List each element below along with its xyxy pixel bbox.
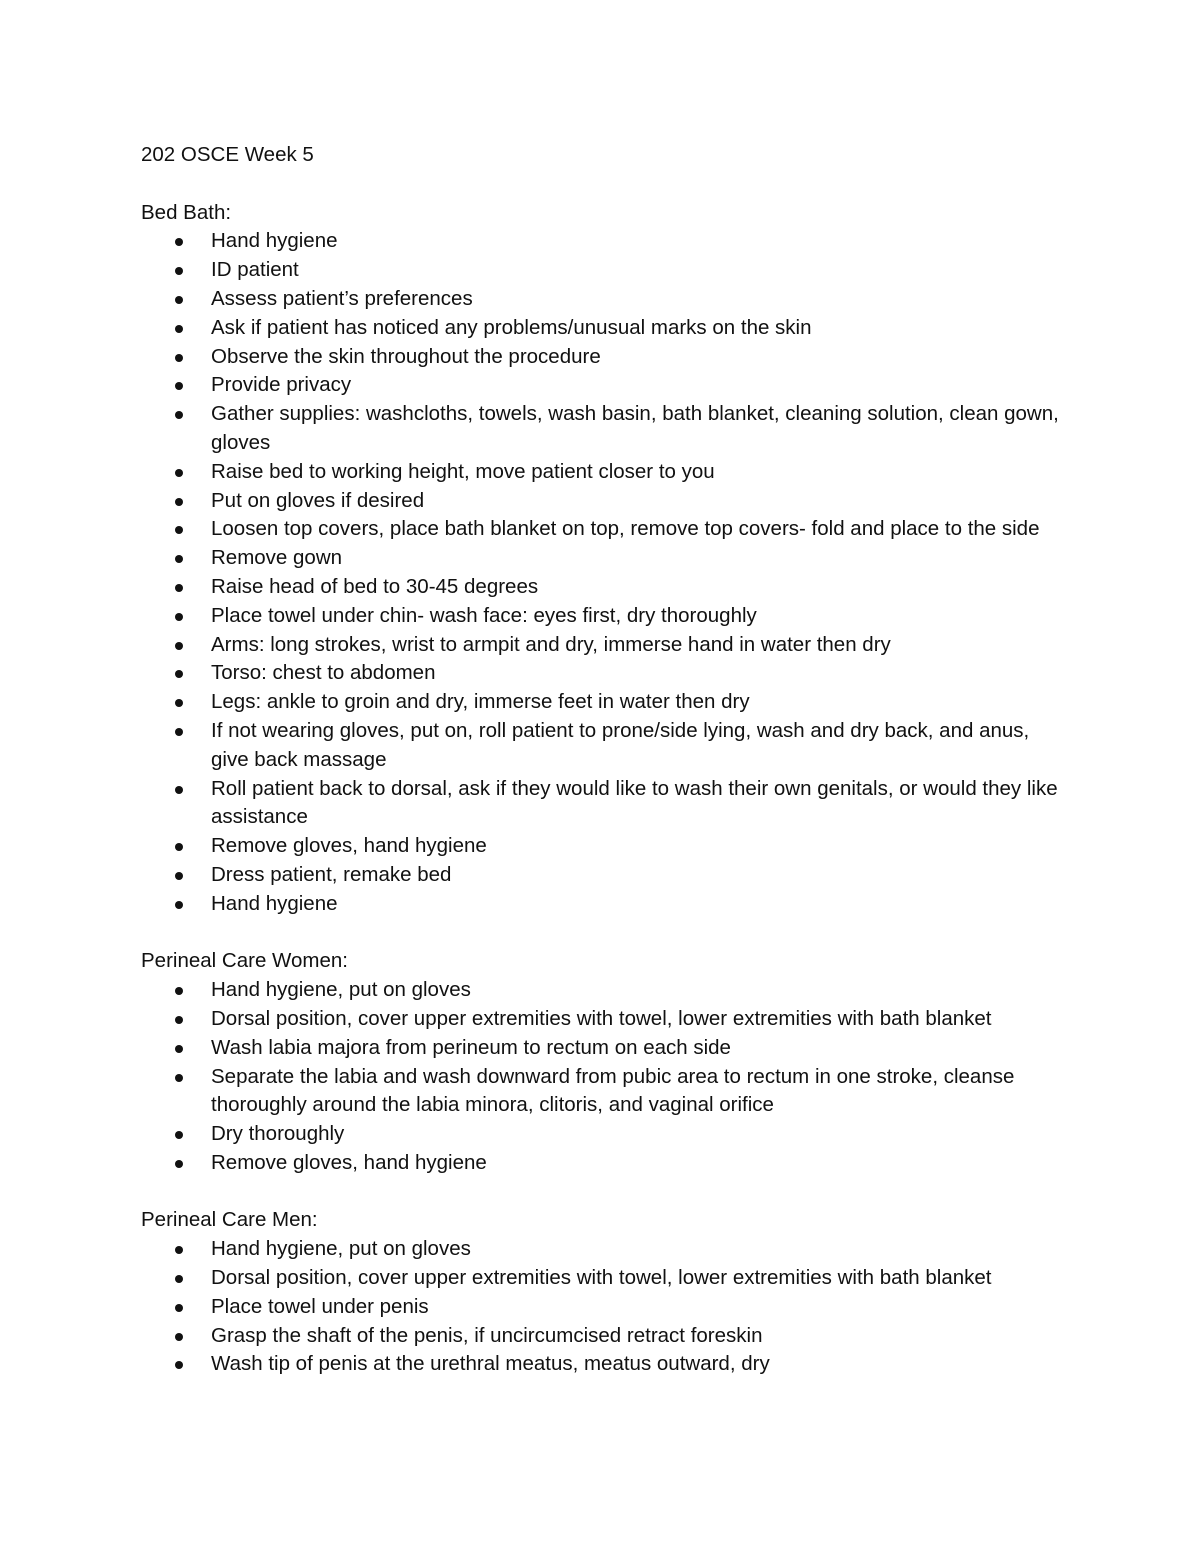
section — [141, 199, 1071, 919]
bullet-icon — [175, 354, 183, 362]
list-item — [141, 1293, 1071, 1322]
list-item — [141, 775, 1071, 833]
bullet-icon — [175, 1160, 183, 1168]
step-list — [141, 1235, 1071, 1379]
list-item-text: Wash tip of penis at the urethral meatus, meatus outward, dry — [211, 1352, 770, 1376]
page-title: 202 OSCE Week 5 — [141, 143, 314, 166]
list-item-text: Hand hygiene, put on gloves — [211, 1237, 471, 1261]
list-item-text: Wash labia majora from perineum to rectum on each side — [211, 1035, 731, 1059]
list-item — [141, 1350, 1071, 1379]
section — [141, 1206, 1071, 1379]
list-item — [141, 314, 1071, 343]
list-item — [141, 515, 1071, 544]
list-item — [141, 400, 1071, 458]
list-item — [141, 890, 1071, 919]
bullet-icon — [175, 1045, 183, 1053]
bullet-icon — [175, 584, 183, 592]
list-item-text: Remove gloves, hand hygiene — [211, 834, 487, 858]
list-item-text: Dry thoroughly — [211, 1122, 345, 1146]
bullet-icon — [175, 296, 183, 304]
list-item — [141, 861, 1071, 890]
section-heading: Perineal Care Men: — [141, 1208, 318, 1232]
bullet-icon — [175, 1333, 183, 1341]
bullet-icon — [175, 555, 183, 563]
bullet-icon — [175, 382, 183, 390]
list-item-text: If not wearing gloves, put on, roll patient to prone/side lying, wash and dry back, and anus, give back massage — [211, 718, 1030, 771]
list-item-text: Hand hygiene — [211, 229, 338, 253]
list-item-text: Remove gloves, hand hygiene — [211, 1150, 487, 1174]
bullet-icon — [175, 469, 183, 477]
list-item — [141, 688, 1071, 717]
list-item-text: Observe the skin throughout the procedure — [211, 344, 601, 368]
bullet-icon — [175, 238, 183, 246]
list-item-text: Ask if patient has noticed any problems/unusual marks on the skin — [211, 315, 812, 339]
list-item — [141, 659, 1071, 688]
list-item — [141, 631, 1071, 660]
section-heading: Bed Bath: — [141, 200, 232, 224]
bullet-icon — [175, 325, 183, 333]
list-item-text: Torso: chest to abdomen — [211, 661, 436, 685]
bullet-icon — [175, 699, 183, 707]
bullet-icon — [175, 1016, 183, 1024]
bullet-icon — [175, 267, 183, 275]
list-item-text: Dorsal position, cover upper extremities with towel, lower extremities with bath blanket — [211, 1266, 992, 1290]
bullet-icon — [175, 411, 183, 419]
list-item — [141, 458, 1071, 487]
list-item-text: Raise head of bed to 30-45 degrees — [211, 574, 539, 598]
list-item — [141, 227, 1071, 256]
sections-container — [141, 199, 1071, 1380]
list-item-text: Legs: ankle to groin and dry, immerse feet in water then dry — [211, 690, 750, 714]
list-item-text: Dress patient, remake bed — [211, 862, 452, 886]
list-item — [141, 1120, 1071, 1149]
list-item-text: Put on gloves if desired — [211, 488, 425, 512]
list-item — [141, 256, 1071, 285]
list-item-text: Grasp the shaft of the penis, if uncircumcised retract foreskin — [211, 1323, 763, 1347]
list-item — [141, 1264, 1071, 1293]
list-item-text: Provide privacy — [211, 373, 352, 397]
list-item-text: Assess patient’s preferences — [211, 286, 473, 310]
list-item — [141, 1034, 1071, 1063]
list-item — [141, 1063, 1071, 1121]
list-item-text: Arms: long strokes, wrist to armpit and dry, immerse hand in water then dry — [211, 632, 891, 656]
list-item — [141, 371, 1071, 400]
list-item — [141, 1149, 1071, 1178]
bullet-icon — [175, 843, 183, 851]
list-item-text: ID patient — [211, 258, 299, 282]
list-item-text: Raise bed to working height, move patient closer to you — [211, 459, 715, 483]
bullet-icon — [175, 642, 183, 650]
list-item — [141, 487, 1071, 516]
bullet-icon — [175, 670, 183, 678]
bullet-icon — [175, 786, 183, 794]
bullet-icon — [175, 1246, 183, 1254]
bullet-icon — [175, 728, 183, 736]
section-heading: Perineal Care Women: — [141, 949, 348, 973]
list-item-text: Roll patient back to dorsal, ask if they would like to wash their own genitals, or would they like assistance — [211, 776, 1058, 829]
list-item — [141, 832, 1071, 861]
bullet-icon — [175, 987, 183, 995]
bullet-icon — [175, 1074, 183, 1082]
section — [141, 947, 1071, 1177]
bullet-icon — [175, 1361, 183, 1369]
list-item — [141, 544, 1071, 573]
list-item-text: Hand hygiene — [211, 891, 338, 915]
list-item — [141, 573, 1071, 602]
document-body — [141, 141, 1071, 1408]
step-list — [141, 227, 1071, 918]
list-item — [141, 717, 1071, 775]
bullet-icon — [175, 526, 183, 534]
list-item — [141, 343, 1071, 372]
bullet-icon — [175, 1275, 183, 1283]
list-item — [141, 1235, 1071, 1264]
list-item-text: Separate the labia and wash downward from pubic area to rectum in one stroke, cleanse thoroughly around the labia minora, clitoris, and vaginal orifice — [211, 1064, 1015, 1117]
list-item-text: Hand hygiene, put on gloves — [211, 978, 471, 1002]
list-item-text: Place towel under penis — [211, 1294, 429, 1318]
list-item — [141, 285, 1071, 314]
list-item-text: Loosen top covers, place bath blanket on top, remove top covers- fold and place to the side — [211, 517, 1040, 541]
list-item-text: Remove gown — [211, 546, 343, 570]
bullet-icon — [175, 872, 183, 880]
list-item-text: Dorsal position, cover upper extremities with towel, lower extremities with bath blanket — [211, 1006, 992, 1030]
bullet-icon — [175, 901, 183, 909]
list-item — [141, 1322, 1071, 1351]
bullet-icon — [175, 498, 183, 506]
bullet-icon — [175, 1304, 183, 1312]
list-item-text: Place towel under chin- wash face: eyes first, dry thoroughly — [211, 603, 757, 627]
list-item — [141, 1005, 1071, 1034]
bullet-icon — [175, 1131, 183, 1139]
list-item-text: Gather supplies: washcloths, towels, wash basin, bath blanket, cleaning solution, clean gown, gloves — [211, 402, 1059, 454]
list-item — [141, 976, 1071, 1005]
step-list — [141, 976, 1071, 1178]
list-item — [141, 602, 1071, 631]
bullet-icon — [175, 613, 183, 621]
